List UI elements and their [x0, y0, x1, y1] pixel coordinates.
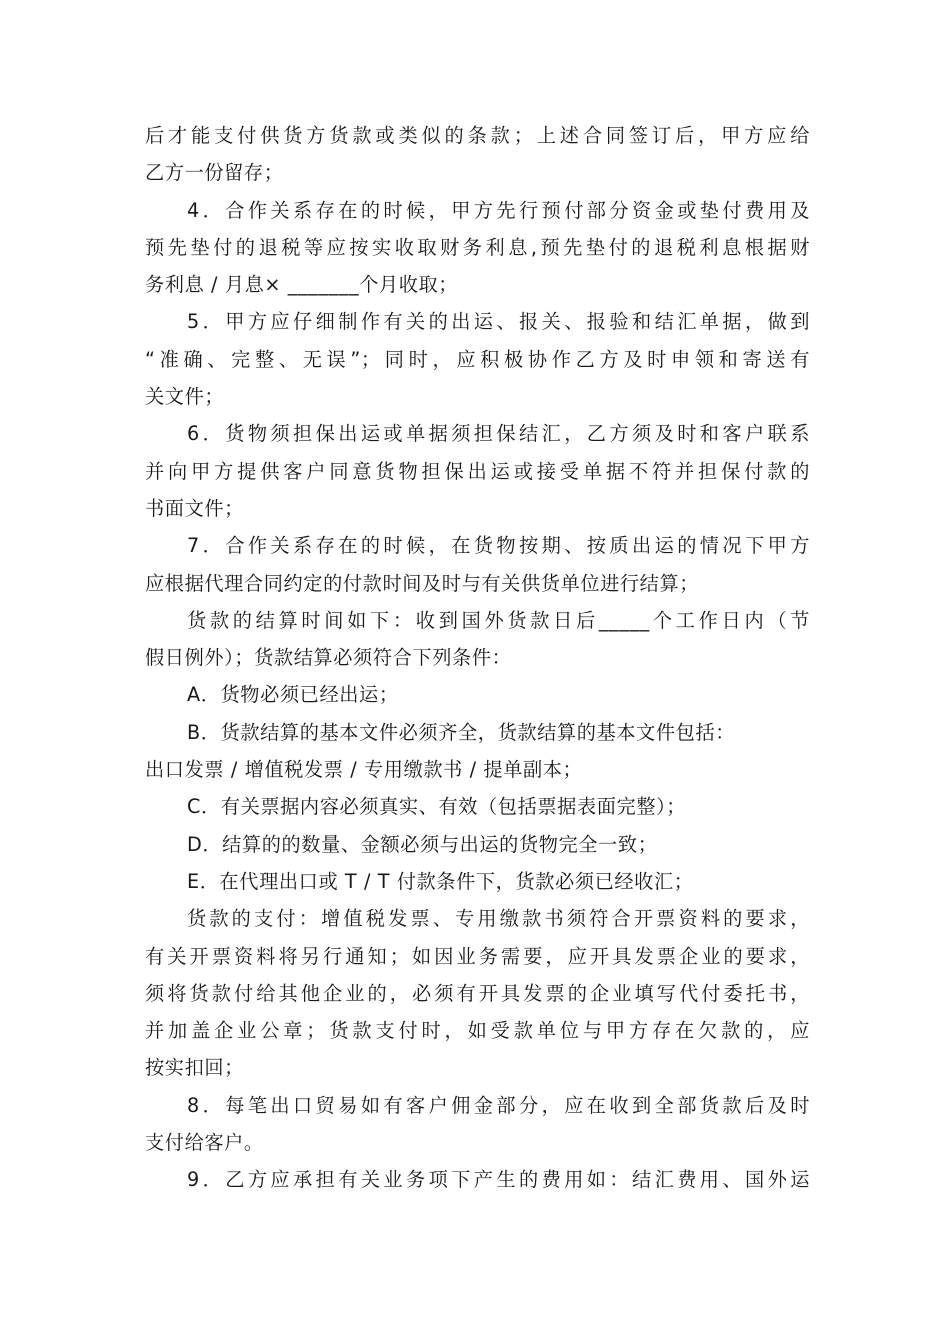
text-line: 须将货款付给其他企业的，必须有开具发票的企业填写代付委托书， [145, 981, 810, 1005]
condition-e-line: E．在代理出口或 T / T 付款条件下，货款必须已经收汇； [187, 869, 694, 893]
text-line: 关文件； [145, 385, 225, 409]
condition-a-line: A．货物必须已经出运； [187, 683, 399, 707]
condition-d-line: D．结算的的数量、金额必须与出运的货物完全一致； [187, 832, 658, 856]
document-body [145, 117, 810, 1199]
text-line: 并向甲方提供客户同意货物担保出运或接受单据不符并担保付款的 [145, 459, 810, 483]
clause-6-line: 6．货物须担保出运或单据须担保结汇，乙方须及时和客户联系 [187, 422, 810, 446]
clause-9-line: 9．乙方应承担有关业务项下产生的费用如：结汇费用、国外运 [187, 1168, 810, 1192]
text-line: 书面文件； [145, 496, 244, 520]
clause-7-line: 7．合作关系存在的时候，在货物按期、按质出运的情况下甲方 [187, 534, 810, 558]
text-line: 应根据代理合同约定的付款时间及时与有关供货单位进行结算； [145, 571, 700, 595]
text-line: 支付给客户。 [145, 1131, 264, 1155]
text-line: 务利息 / 月息× _______个月收取； [145, 273, 459, 297]
condition-c-line: C．有关票据内容必须真实、有效（包括票据表面完整）； [187, 795, 687, 819]
text-line: 乙方一份留存； [145, 161, 284, 185]
text-line: 预先垫付的退税等应按实收取财务利息,预先垫付的退税利息根据财 [145, 235, 810, 259]
text-line: 按实扣回； [145, 1056, 244, 1080]
text-line: 出口发票 / 增值税发票 / 专用缴款书 / 提单副本； [145, 758, 583, 782]
condition-b-line: B．货款结算的基本文件必须齐全，货款结算的基本文件包括： [187, 720, 736, 744]
text-line: 后才能支付供货方货款或类似的条款；上述合同签订后，甲方应给 [145, 124, 810, 147]
text-line: 假日例外）；货款结算必须符合下列条件： [145, 646, 512, 670]
clause-4-line: 4．合作关系存在的时候，甲方先行预付部分资金或垫付费用及 [187, 198, 810, 222]
clause-5-line: 5．甲方应仔细制作有关的出运、报关、报验和结汇单据，做到 [187, 310, 810, 334]
payment-line: 货款的支付：增值税发票、专用缴款书须符合开票资料的要求， [187, 907, 810, 931]
text-line: “准确、完整、无误”；同时，应积极协作乙方及时申领和寄送有 [145, 347, 810, 371]
settlement-time-line: 货款的结算时间如下：收到国外货款日后_____个工作日内（节 [187, 608, 810, 632]
text-line: 并加盖企业公章；货款支付时，如受款单位与甲方存在欠款的，应 [145, 1019, 810, 1043]
clause-8-line: 8．每笔出口贸易如有客户佣金部分，应在收到全部货款后及时 [187, 1093, 810, 1117]
text-line: 有关开票资料将另行通知；如因业务需要，应开具发票企业的要求， [145, 944, 810, 968]
